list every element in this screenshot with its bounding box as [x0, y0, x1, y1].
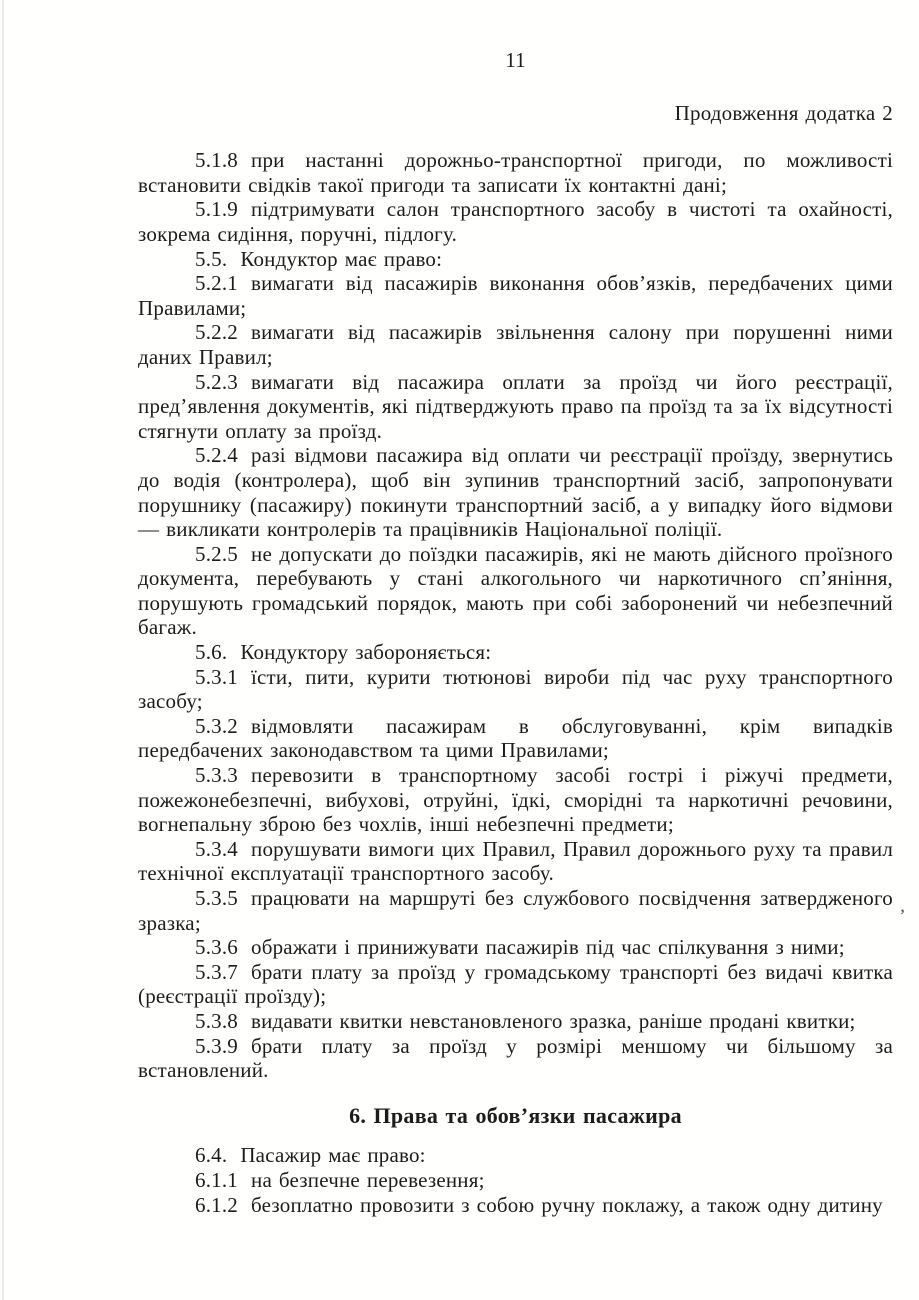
- clause-5-2-5: [138, 542, 893, 640]
- clause-5-6: [138, 640, 893, 665]
- clause-text: Кондуктору забороняється:: [240, 640, 492, 665]
- clause-number: 5.3.7: [195, 959, 238, 984]
- clause-text: Кондуктор має право:: [240, 246, 443, 271]
- clause-text: працювати на маршруті без службового посвідчення затвердженого зразка;: [138, 886, 893, 935]
- clause-number: 5.2.2: [195, 320, 238, 345]
- clause-5-1-8: [138, 148, 893, 197]
- clause-number: 6.4.: [195, 1143, 228, 1168]
- section-heading: 6. Права та обов’язки пасажира: [349, 1102, 682, 1128]
- clause-5-3-7: [138, 960, 893, 1009]
- clause-text: на безпечне перевезення;: [251, 1167, 485, 1192]
- clause-text: брати плату за проїзд у громадському транспорті без видачі квитка (реєстрації проїзду);: [138, 959, 893, 1009]
- clause-5-3-8: [138, 1009, 893, 1034]
- clause-6-1-1: [138, 1168, 893, 1193]
- clause-5-3-2: [138, 714, 893, 763]
- clause-5-5: [138, 247, 893, 272]
- clause-number: 5.2.1: [195, 271, 238, 296]
- clause-number: 6.1.1: [195, 1167, 238, 1192]
- clause-text: безоплатно провозити з собою ручну поклажу, а також одну дитину: [251, 1192, 883, 1217]
- clause-text: вимагати від пасажирів виконання обов’язків, передбачених цими Правилами;: [138, 271, 893, 320]
- scan-stray-mark: ’: [898, 906, 905, 927]
- scan-edge-shadow: [2, 0, 4, 1300]
- clause-number: 6.1.2: [195, 1192, 238, 1217]
- clause-number: 5.2.4: [195, 443, 238, 468]
- clause-number: 5.3.6: [195, 935, 238, 960]
- clause-text: Пасажир має право:: [240, 1143, 426, 1168]
- clause-5-3-6: [138, 935, 893, 960]
- clause-number: 5.3.8: [195, 1008, 238, 1033]
- clause-text: при настанні дорожньо-транспортної пригоди, по можливості встановити свідків такої пригоди та записати їх контактні дані;: [138, 148, 893, 197]
- clause-6-1-2: [138, 1193, 893, 1218]
- clause-number: 5.3.9: [195, 1033, 238, 1058]
- clause-number: 5.3.5: [195, 886, 238, 910]
- clause-number: 5.3.4: [195, 836, 238, 861]
- clause-number: 5.2.5: [195, 541, 238, 566]
- clause-5-3-3: [138, 763, 893, 837]
- clause-number: 5.1.8: [195, 148, 238, 173]
- clause-6-4: [138, 1143, 893, 1168]
- clause-text: перевозити в транспортному засобі гострі і ріжучі предмети, пожежонебезпечні, вибухові, отруйні, їдкі, сморідні та наркотичні речовини, вогнепальну зброю без чохлів, інші небезпечні предмети;: [138, 763, 893, 837]
- clause-5-2-2: [138, 320, 893, 369]
- clause-text: не допускати до поїздки пасажирів, які не мають дійсного проїзного документа, перебувають у стані алкогольного чи наркотичного сп’яніння, порушують громадський порядок, мають при собі заборонений чи небезпечний багаж.: [138, 541, 893, 640]
- clause-number: 5.6.: [195, 640, 228, 665]
- clause-text: ображати і принижувати пасажирів під час спілкування з ними;: [251, 935, 845, 960]
- clause-number: 5.3.3: [195, 763, 238, 788]
- clause-5-2-3: [138, 370, 893, 444]
- clause-number: 5.5.: [195, 246, 228, 271]
- clause-text: брати плату за проїзд у розмірі меншому чи більшому за встановлений.: [138, 1033, 893, 1083]
- clause-text: їсти, пити, курити тютюнові вироби під час руху транспортного засобу;: [138, 664, 893, 714]
- clause-5-2-4: [138, 443, 893, 541]
- document-content: [138, 48, 893, 1217]
- clause-5-1-9: [138, 197, 893, 246]
- clause-text: видавати квитки невстановленого зразка, раніше продані квитки;: [251, 1008, 856, 1033]
- clause-text: вимагати від пасажирів звільнення салону при порушенні ними даних Правил;: [138, 320, 893, 369]
- clause-5-3-9: [138, 1034, 893, 1083]
- clause-5-2-1: [138, 271, 893, 320]
- clause-text: відмовляти пасажирам в обслуговуванні, крім випадків передбачених законодавством та цими Правилами;: [138, 713, 893, 763]
- clause-number: 5.2.3: [195, 369, 238, 394]
- clause-text: порушувати вимоги цих Правил, Правил дорожнього руху та правил технічної експлуатації транспортного засобу.: [138, 836, 893, 886]
- clause-text: вимагати від пасажира оплати за проїзд чи його реєстрації, пред’явлення документів, які підтверджують право па проїзд та за їх відсутності стягнути оплату за проїзд.: [138, 369, 893, 443]
- page-number: 11: [505, 48, 526, 72]
- clause-5-3-5: [138, 886, 893, 935]
- clause-5-3-1: [138, 665, 893, 714]
- clause-text: разі відмови пасажира від оплати чи реєстрації проїзду, звернутись до водія (контролера), щоб він зупинив транспортний засіб, запропонувати порушнику (пасажиру) покинути транспортний засіб, а у випадку його відмови — викликати контролерів та працівників Національної поліції.: [138, 443, 893, 542]
- appendix-note: Продовження додатка 2: [674, 100, 893, 125]
- clause-number: 5.1.9: [195, 197, 238, 222]
- clause-text: підтримувати салон транспортного засобу в чистоті та охайності, зокрема сидіння, поручні, підлогу.: [138, 197, 893, 246]
- clause-5-3-4: [138, 837, 893, 886]
- clause-number: 5.3.1: [195, 664, 238, 689]
- clause-number: 5.3.2: [195, 713, 238, 738]
